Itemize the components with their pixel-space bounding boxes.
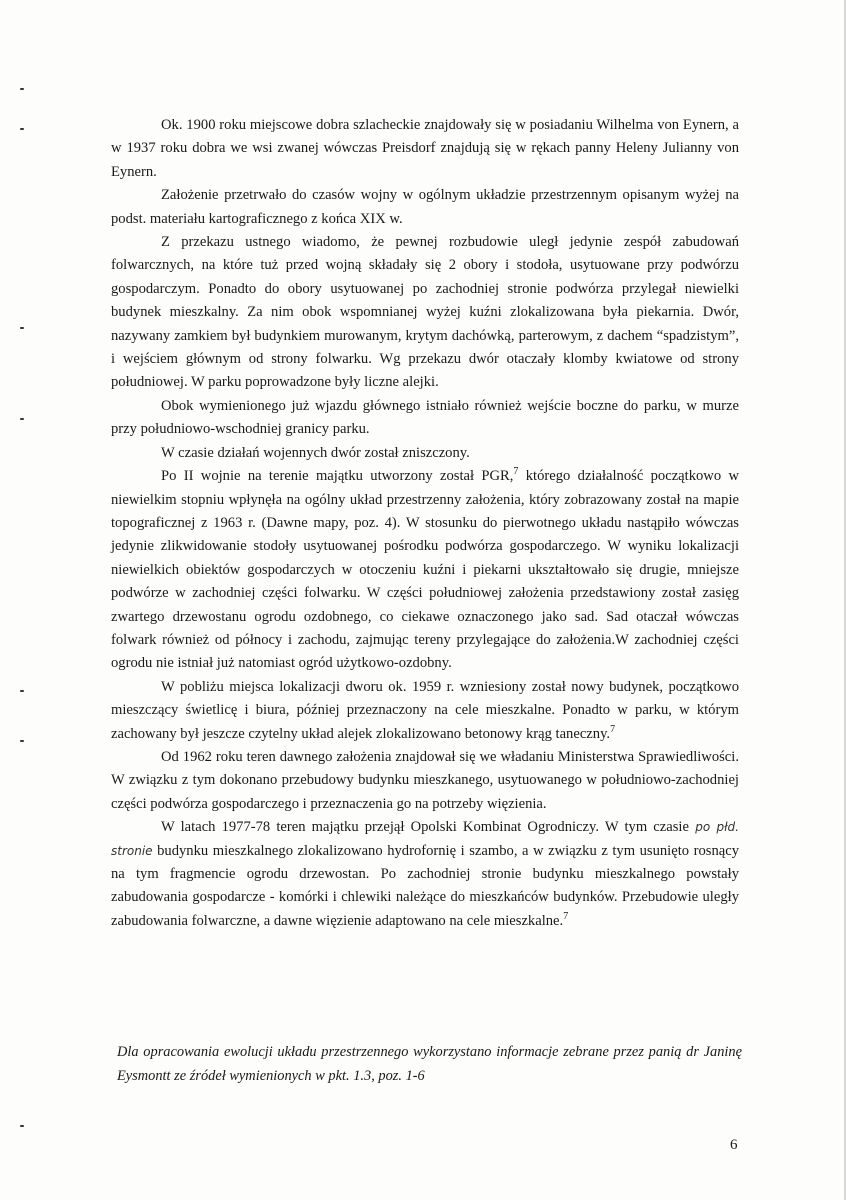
kombinat-text-before: W latach 1977-78 teren majątku przejął Opolski Kombinat Ogrodniczy. W tym czasie xyxy=(161,819,689,836)
footnote-marker: 7 xyxy=(563,910,569,922)
scan-mark xyxy=(20,327,24,329)
body-text xyxy=(111,114,739,933)
footnote-marker: 7 xyxy=(610,723,616,735)
pgr-text-after: którego działalność początkowo w niewielkim stopniu wpłynęła na ogólny układ przestrzenny założenia, który zobrazowany został na mapie topograficznej z 1963 r. (Dawne mapy, poz. 4). W stosunku do pierwotnego układu nastąpiło wówczas jedynie zlikwidowanie stodoły usytuowanej pośrodku podwórza gospodarczego. W wyniku lokalizacji niewielkich obiektów gospodarczych w otoczeniu kuźni i piekarni ukształtowało się drugie, mniejsze podwórze w zachodniej części folwarku. W części południowej założenia przedstawiony został zasięg zwartego drzewostanu ogrodu ozdobnego, co ciekawe oznaczonego jako sad. Sad otaczał wówczas folwark również od północy i zachodu, zajmując tereny przylegające do założenia.W zachodniej części ogrodu nie istniał już natomiast ogród użytkowo-ozdobny. xyxy=(111,468,739,672)
paragraph-ownership: Ok. 1900 roku miejscowe dobra szlacheckie znajdowały się w posiadaniu Wilhelma von Eynern, a w 1937 roku dobra we wsi zwanej wówczas Preisdorf znajdują się w rękach panny Heleny Julianny von Eynern. xyxy=(111,117,739,180)
paragraph-kombinat xyxy=(111,816,739,933)
footnote-marker: 7 xyxy=(513,466,519,478)
scan-mark xyxy=(20,1125,24,1127)
paragraph-new-building xyxy=(111,676,739,746)
sources-note: Dla opracowania ewolucji układu przestrzennego wykorzystano informacje zebrane przez panią dr Janinę Eysmontt ze źródeł wymienionych w pkt. 1.3, poz. 1-6 xyxy=(117,1044,742,1084)
paragraph-ministry: Od 1962 roku teren dawnego założenia znajdował się we władaniu Ministerstwa Sprawiedliwości. W związku z tym dokonano przebudowy budynku mieszkanego, usytuowanego w południowo-zachodniej części podwórza gospodarczego i przeznaczenia go na potrzeby więzienia. xyxy=(111,748,739,812)
handwritten-insertion: po płd. stronie xyxy=(111,820,739,858)
paragraph-side-entrance: Obok wymienionego już wjazdu głównego istniało również wejście boczne do parku, w murze przy południowo-wschodniej granicy parku. xyxy=(111,397,739,438)
kombinat-text-middle: budynku mieszkalnego zlokalizowano hydrofornię i szambo, a w związku z tym usunięto rosnący na tym fragmencie ogrodu drzewostan. Po zachodniej stronie budynku mieszkalnego powstały zabudowania gospodarcze - komórki i chlewiki należące do mieszkańców budynków. Przebudowie uległy zabudowania folwarczne, a dawne więzienie adaptowano na cele mieszkalne. xyxy=(111,842,739,929)
paragraph-oral-account: Z przekazu ustnego wiadomo, że pewnej rozbudowie uległ jedynie zespół zabudowań folwarcznych, na które tuż przed wojną składały się 2 obory i stodoła, usytuowane przy podwórzu gospodarczym. Ponadto do obory usytuowanej po zachodniej stronie podwórza przylegał niewielki budynek mieszkalny. Za nim obok wspomnianej wyżej kuźni zlokalizowana była piekarnia. Dwór, nazywany zamkiem był budynkiem murowanym, krytym dachówką, parterowym, z dachem “spadzistym”, i wejściem głównym od strony folwarku. Wg przekazu dwór otaczały klomby kwiatowe od strony południowej. W parku poprowadzone były liczne alejki. xyxy=(111,234,739,391)
scan-mark xyxy=(20,128,24,130)
paragraph-preservation: Założenie przetrwało do czasów wojny w ogólnym układzie przestrzennym opisanym wyżej na podst. materiału kartograficznego z końca XIX w. xyxy=(111,187,739,227)
scan-mark xyxy=(20,740,24,742)
pgr-text-before: Po II wojnie na terenie majątku utworzony został PGR, xyxy=(161,468,514,485)
new-building-text: W pobliżu miejsca lokalizacji dworu ok. 1959 r. wzniesiony został nowy budynek, początkowo mieszczący świetlicę i biura, później przeznaczony na cele mieszkalne. Ponadto w parku, w którym zachowany był jeszcze czytelny układ alejek zlokalizowano betonowy krąg taneczny. xyxy=(111,678,739,742)
paragraph-pgr xyxy=(111,465,739,676)
scan-mark xyxy=(20,690,24,692)
page-number: 6 xyxy=(730,1137,738,1153)
scan-mark xyxy=(20,418,24,420)
paragraph-war-destruction: W czasie działań wojennych dwór został zniszczony. xyxy=(161,444,470,461)
scan-mark xyxy=(20,88,24,90)
